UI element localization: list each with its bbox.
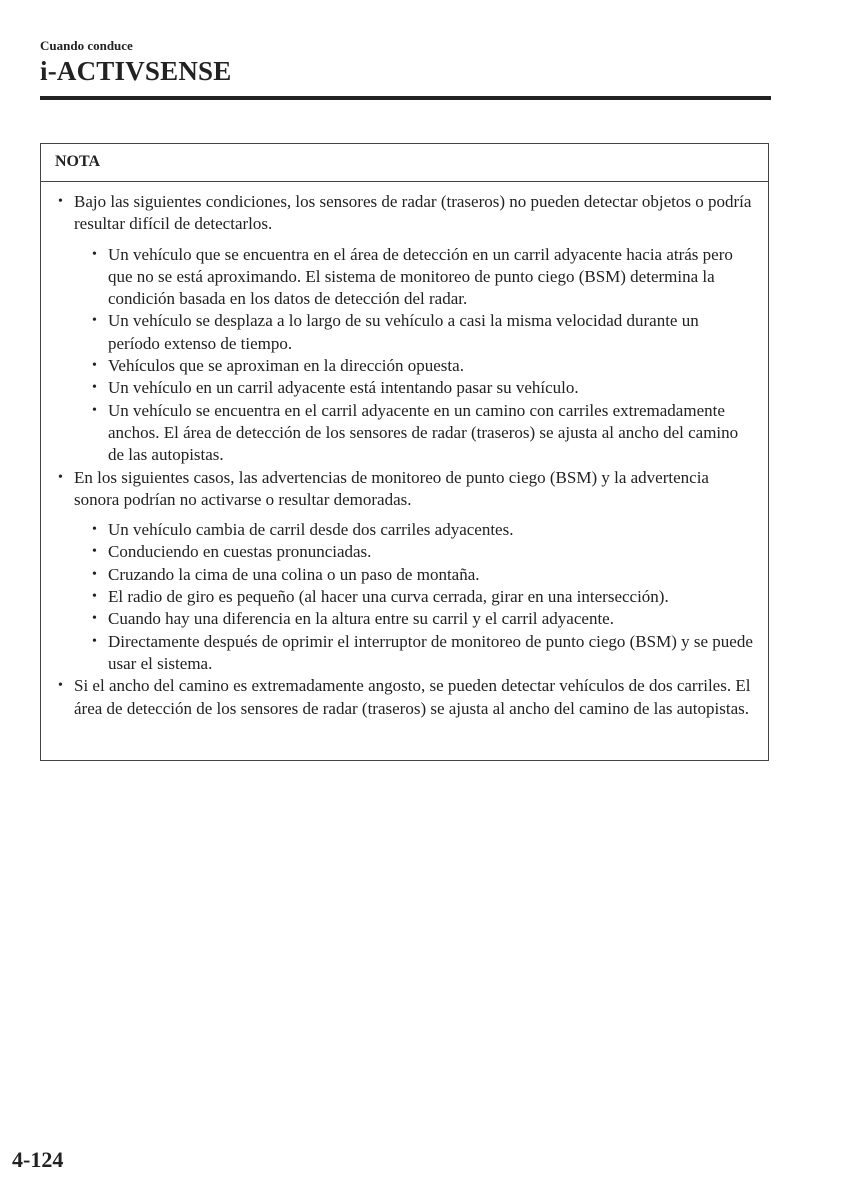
bullet-icon: • <box>58 678 63 694</box>
sub-item <box>74 608 754 630</box>
sub-item-text: Un vehículo se desplaza a lo largo de su vehículo a casi la misma velocidad durante un período extenso de tiempo. <box>108 311 699 353</box>
bullet-icon: • <box>92 589 97 605</box>
sub-item-text: Un vehículo que se encuentra en el área de detección en un carril adyacente hacia atrás pero que no se está aproximando. El sistema de monitoreo de punto ciego (BSM) determina la condición basada en los datos de detección del radar. <box>108 244 733 309</box>
title-divider <box>40 96 771 100</box>
bullet-icon: • <box>58 469 63 485</box>
sub-item-text: El radio de giro es pequeño (al hacer una curva cerrada, girar en una intersección). <box>108 587 669 607</box>
bullet-icon: • <box>92 522 97 538</box>
sub-item <box>74 564 754 586</box>
sub-item <box>74 355 754 377</box>
note-box <box>40 143 769 761</box>
note-item <box>58 191 754 467</box>
sub-list <box>74 244 754 467</box>
sub-item <box>74 310 754 355</box>
sub-item-text: Un vehículo en un carril adyacente está intentando pasar su vehículo. <box>108 378 579 398</box>
bullet-icon: • <box>92 358 97 374</box>
section-label: Cuando conduce <box>40 38 133 53</box>
sub-item <box>74 541 754 563</box>
bullet-icon: • <box>92 633 97 649</box>
sub-item-text: Conduciendo en cuestas pronunciadas. <box>108 542 372 562</box>
bullet-icon: • <box>92 246 97 262</box>
note-item-text: En los siguientes casos, las advertencias de monitoreo de punto ciego (BSM) y la advertencia sonora podrían no activarse o resultar demoradas. <box>74 467 709 509</box>
note-heading: NOTA <box>41 144 768 182</box>
sub-item-text: Directamente después de oprimir el interruptor de monitoreo de punto ciego (BSM) y se puede usar el sistema. <box>108 631 753 673</box>
note-item <box>58 675 754 720</box>
sub-item <box>74 400 754 467</box>
bullet-icon: • <box>92 380 97 396</box>
page-number: 4-124 <box>12 1147 64 1172</box>
sub-list <box>74 519 754 675</box>
note-item-text: Si el ancho del camino es extremadamente angosto, se pueden detectar vehículos de dos carriles. El área de detección de los sensores de radar (traseros) se ajusta al ancho del camino de las autopistas. <box>74 676 751 718</box>
bullet-icon: • <box>92 402 97 418</box>
bullet-icon: • <box>92 611 97 627</box>
sub-item-text: Cuando hay una diferencia en la altura entre su carril y el carril adyacente. <box>108 609 614 629</box>
sub-item <box>74 377 754 399</box>
sub-item-text: Un vehículo cambia de carril desde dos carriles adyacentes. <box>108 520 514 540</box>
sub-item <box>74 631 754 676</box>
sub-item <box>74 586 754 608</box>
bullet-icon: • <box>92 544 97 560</box>
sub-item-text: Un vehículo se encuentra en el carril adyacente en un camino con carriles extremadamente anchos. El área de detección de los sensores de radar (traseros) se ajusta al ancho del camino de las autopistas. <box>108 400 739 465</box>
note-item <box>58 467 754 676</box>
sub-item <box>74 244 754 311</box>
page-title: i-ACTIVSENSE <box>40 56 232 86</box>
bullet-icon: • <box>92 313 97 329</box>
bullet-icon: • <box>92 566 97 582</box>
note-item-text: Bajo las siguientes condiciones, los sensores de radar (traseros) no pueden detectar objetos o podría resultar difícil de detectarlos. <box>74 192 752 234</box>
bullet-icon: • <box>58 194 63 209</box>
sub-item-text: Cruzando la cima de una colina o un paso de montaña. <box>108 564 480 584</box>
sub-item-text: Vehículos que se aproximan en la dirección opuesta. <box>108 356 464 376</box>
sub-item <box>74 519 754 541</box>
note-body <box>41 182 768 720</box>
